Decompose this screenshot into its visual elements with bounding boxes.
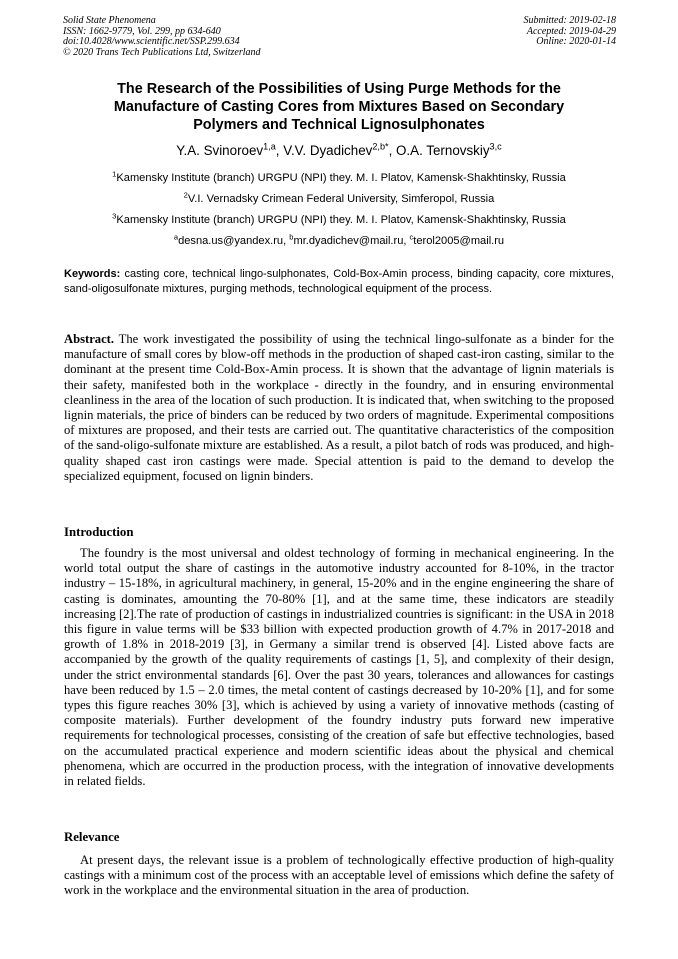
relevance-paragraph: At present days, the relevant issue is a problem of technologically effective production of high-quality castings with a minimum cost of the process with an acceptable level of emissions which define the safety of work in the workplace and the environmental situation in the area of production. <box>64 853 614 898</box>
email-marker: c <box>409 232 414 242</box>
affiliation-marker: 3 <box>112 211 117 221</box>
title-line: The Research of the Possibilities of Using Purge Methods for the <box>117 81 561 97</box>
journal-info <box>63 16 261 58</box>
relevance-heading: Relevance <box>64 830 120 844</box>
accepted-date: Accepted: 2019-04-29 <box>526 25 616 37</box>
email-address: mr.dyadichev@mail.ru, <box>293 235 410 247</box>
doi-line: doi:10.4028/www.scientific.net/SSP.299.634 <box>63 36 240 47</box>
keywords-text: casting core, technical lingo-sulphonates, Cold-Box-Amin process, binding capacity, core mixtures, sand-oligosulfonate mixtures, purging methods, technological equipment of the process. <box>64 268 614 295</box>
journal-name: Solid State Phenomena <box>63 15 156 26</box>
author-affiliation-marker: 1,a <box>263 141 276 152</box>
keywords-paragraph <box>64 267 614 297</box>
publication-dates <box>524 16 617 48</box>
email-address: desna.us@yandex.ru, <box>178 235 290 247</box>
email-marker: b <box>289 232 294 242</box>
author-name: O.A. Ternovskiy <box>396 143 490 158</box>
author-name: Y.A. Svinoroev <box>176 143 264 158</box>
affiliation-marker: 1 <box>112 169 117 179</box>
author-name: V.V. Dyadichev <box>283 143 373 158</box>
affiliation-3 <box>60 213 618 227</box>
author-separator: , <box>275 143 284 158</box>
abstract-text: The work investigated the possibility of using the technical lingo-sulfonate as a binder for the manufacture of small cores by blow-off methods in the production of shaped cast-iron casting, similar to the dominant at the present time Cold-Box-Amin process. It is shown that the advantage of lignin materials is their safety, manifested both in the workplace - directly in the foundry, and in ensuring environmental cleanliness in the area of the location of such production. It is indicated that, when switching to the proposed lignin materials, the price of binders can be reduced by two orders of magnitude. Experimental compositions of mixtures are proposed, and their tests are carried out. The quantitative characteristics of the composition of the sand-oligo-sulfonate mixture are established. As a result, a pilot batch of rods was produced, and high-quality shaped cast iron castings were made. Special attention is paid to the demand to develop the specialized equipment, focused on lignin binders. <box>64 332 614 483</box>
author-emails <box>60 234 618 248</box>
author-list <box>60 142 618 160</box>
affiliation-text: Kamensky Institute (branch) URGPU (NPI) they. M. I. Platov, Kamensk-Shakhtinsky, Russia <box>116 172 566 184</box>
email-marker: a <box>173 232 179 242</box>
abstract-paragraph <box>64 332 614 484</box>
copyright-line: © 2020 Trans Tech Publications Ltd, Switzerland <box>63 46 261 58</box>
paper-title <box>60 80 618 134</box>
affiliation-1 <box>60 171 618 185</box>
affiliation-text: Kamensky Institute (branch) URGPU (NPI) they. M. I. Platov, Kamensk-Shakhtinsky, Russia <box>116 214 566 226</box>
title-line: Polymers and Technical Lignosulphonates <box>193 117 485 133</box>
introduction-paragraph: The foundry is the most universal and oldest technology of forming in mechanical engineering. In the world total output the share of castings in the automotive industry accounted for 8-10%, in the tractor industry – 15-18%, in agricultural machinery, in general, 15-20% and in the engine engineering the share of casting is dominates, amounting the 70-80% [1], and at the same time, these indicators are steadily increasing [2].The rate of production of castings in industrialized countries is significant: in the USA in 2018 this figure in value terms will be $33 billion with expected production growth of 4.7% in 2017-2018 and growth of 1.8% in 2018-2019 [3], in Germany a similar trend is observed [4]. Listed above facts are accompanied by the growth of the quality requirements of castings [1, 5], and complexity of their design, under the strict environmental standards [6]. Over the past 30 years, tolerances and allowances for castings have been reduced by 1.5 – 2.0 times, the metal content of castings decreased by 10-20% [1], and for some types this figure reaches 30% [3], which is achieved by using a variety of innovative methods (casting of composite materials). Further development of the foundry industry puts forward new imperative requirements for technological processes, consisting of the creation of safe but effective technologies, based on the accumulated practical experience and modern scientific ideas about the physical and chemical phenomena, which are occurred in the production process, with the integration of innovative developments in related fields. <box>64 546 614 789</box>
online-date: Online: 2020-01-14 <box>536 36 616 47</box>
author-affiliation-marker: 2,b* <box>372 141 389 152</box>
issn-line: ISSN: 1662-9779, Vol. 299, pp 634-640 <box>63 25 221 37</box>
affiliation-2 <box>60 192 618 206</box>
author-separator: , <box>388 143 397 158</box>
affiliation-text: V.I. Vernadsky Crimean Federal University, Simferopol, Russia <box>187 193 495 205</box>
author-affiliation-marker: 3,c <box>489 141 502 152</box>
email-address: terol2005@mail.ru <box>413 235 505 247</box>
introduction-heading: Introduction <box>64 525 134 539</box>
title-line: Manufacture of Casting Cores from Mixtures Based on Secondary <box>113 99 565 115</box>
submitted-date: Submitted: 2019-02-18 <box>523 15 616 26</box>
keywords-label: Keywords: <box>64 268 121 280</box>
abstract-label: Abstract. <box>64 332 115 346</box>
affiliation-marker: 2 <box>183 190 188 200</box>
